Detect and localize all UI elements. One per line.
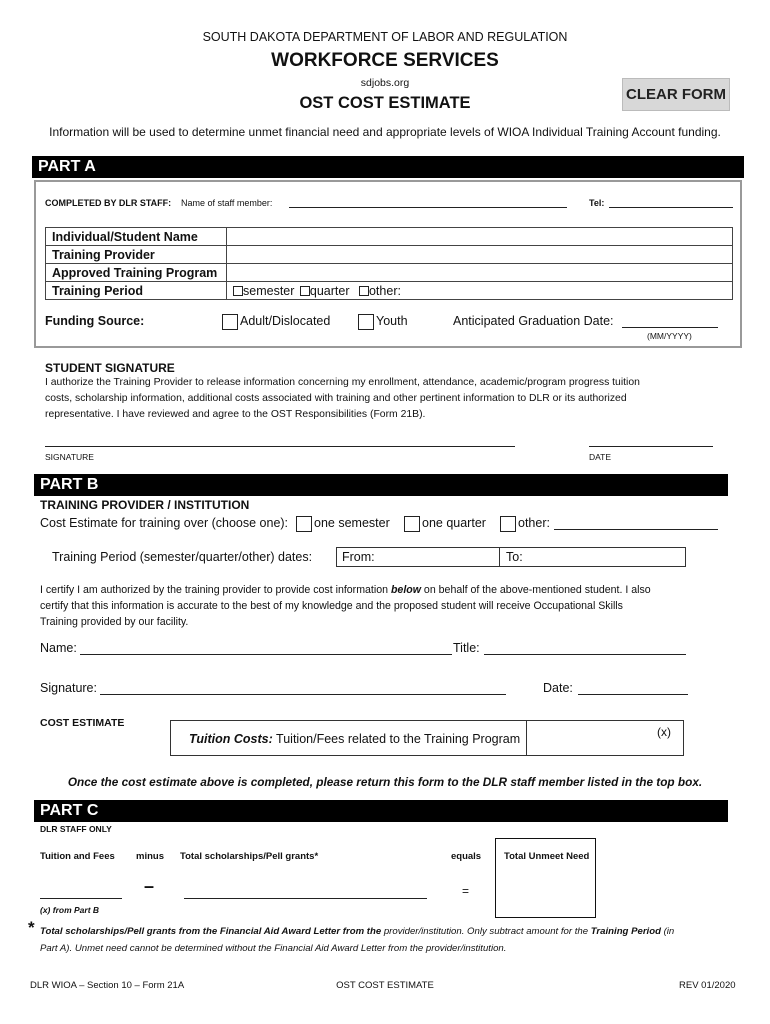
certify-line-2: certify that this information is accurate to the best of my knowledge and the proposed student will receive Occupational Skills	[40, 600, 623, 612]
name-label: Name:	[40, 641, 77, 655]
dlr-staff-only-label: DLR STAFF ONLY	[40, 824, 112, 834]
scholarship-note-line-1	[40, 926, 674, 937]
scholarship-note-line-2: Part A). Unmet need cannot be determined without the Financial Aid Award Letter from the provider/institution.	[40, 943, 507, 954]
youth-checkbox[interactable]	[358, 314, 374, 330]
tel-field[interactable]	[609, 207, 733, 208]
staff-name-field[interactable]	[289, 207, 567, 208]
one-semester-checkbox[interactable]	[296, 516, 312, 532]
one-quarter-label: one quarter	[422, 516, 486, 530]
staff-name-label: Name of staff member:	[181, 198, 273, 208]
tuition-costs-amount-field[interactable]	[526, 720, 684, 756]
certify-line-3: Training provided by our facility.	[40, 616, 189, 628]
semester-label: semester	[243, 283, 295, 298]
adult-dislocated-checkbox[interactable]	[222, 314, 238, 330]
provider-name-field[interactable]	[80, 654, 452, 655]
tuition-costs-description: Tuition/Fees related to the Training Program	[272, 732, 521, 746]
other-period-label: other:	[368, 283, 401, 298]
note-regular-part: provider/institution. Only subtract amount for the	[381, 926, 591, 937]
authorization-line-1: I authorize the Training Provider to release information concerning my enrollment, attendance, academic/program progress tuition	[45, 377, 640, 388]
total-unmet-need-label: Total Unmeet Need	[504, 851, 590, 862]
from-date-field[interactable]	[336, 547, 500, 567]
student-date-field[interactable]	[589, 446, 713, 447]
authorization-line-2: costs, scholarship information, additional costs associated with training and other pertinent information to DLR or its authorized	[45, 393, 627, 404]
other-cost-checkbox[interactable]	[500, 516, 516, 532]
tuition-fees-field[interactable]	[40, 898, 122, 899]
table-row	[46, 264, 733, 282]
clear-form-button[interactable]: CLEAR FORM	[622, 78, 730, 111]
student-name-field[interactable]	[227, 228, 733, 246]
training-period-dates-label: Training Period (semester/quarter/other) dates:	[52, 550, 313, 564]
provider-date-label: Date:	[543, 681, 573, 695]
x-marker: (x)	[657, 725, 671, 739]
adult-dislocated-label: Adult/Dislocated	[240, 314, 331, 328]
other-period-checkbox[interactable]	[359, 286, 369, 296]
table-row	[46, 228, 733, 246]
footer-title: OST COST ESTIMATE	[336, 980, 434, 991]
other-cost-label: other:	[518, 516, 550, 530]
one-semester-label: one semester	[314, 516, 390, 530]
note-bold-part: Total scholarships/Pell grants from the Financial Aid Award Letter from the	[40, 926, 382, 937]
certify-line-1-end: on behalf of the above-mentioned student. I also	[420, 584, 651, 596]
quarter-checkbox[interactable]	[300, 286, 310, 296]
minus-sign: –	[144, 876, 155, 896]
total-unmet-need-field[interactable]	[495, 838, 596, 918]
website: sdjobs.org	[360, 77, 410, 89]
title-label: Title:	[453, 641, 480, 655]
training-program-field[interactable]	[227, 264, 733, 282]
graduation-date-format: (MM/YYYY)	[647, 331, 692, 341]
quarter-label: quarter	[309, 283, 350, 298]
signature-caption: SIGNATURE	[45, 452, 94, 462]
certify-line-1-start: I certify I am authorized by the training provider to provide cost information	[40, 584, 391, 596]
row-label-training-program: Approved Training Program	[46, 264, 227, 282]
cost-estimate-over-label: Cost Estimate for training over (choose one):	[40, 516, 289, 530]
return-note: Once the cost estimate above is completed, please return this form to the DLR staff member listed in the top box.	[67, 775, 703, 789]
form-title: OST COST ESTIMATE	[299, 94, 471, 112]
from-part-b-note: (x) from Part B	[40, 905, 100, 915]
training-provider-field[interactable]	[227, 246, 733, 264]
semester-checkbox[interactable]	[233, 286, 243, 296]
training-period-options	[227, 282, 733, 300]
table-row	[46, 282, 733, 300]
department-name: SOUTH DAKOTA DEPARTMENT OF LABOR AND REGULATION	[202, 30, 568, 44]
asterisk: *	[28, 918, 35, 937]
equals-sign: =	[462, 884, 470, 898]
other-cost-field[interactable]	[554, 529, 718, 530]
graduation-date-field[interactable]	[622, 327, 718, 328]
footer-revision: REV 01/2020	[679, 980, 736, 991]
provider-signature-field[interactable]	[100, 694, 506, 695]
provider-signature-label: Signature:	[40, 681, 97, 695]
intro-text: Information will be used to determine unmet financial need and appropriate levels of WIOA Individual Training Account funding.	[49, 125, 721, 139]
certify-emphasis: below	[390, 584, 421, 596]
funding-source-label: Funding Source:	[45, 314, 145, 328]
provider-date-field[interactable]	[578, 694, 688, 695]
row-label-student-name: Individual/Student Name	[46, 228, 227, 246]
completed-by-label: COMPLETED BY DLR STAFF:	[45, 198, 172, 208]
table-row	[46, 246, 733, 264]
student-signature-field[interactable]	[45, 446, 515, 447]
page-title: WORKFORCE SERVICES	[271, 50, 499, 71]
to-date-field[interactable]	[499, 547, 686, 567]
tel-label: Tel:	[589, 198, 605, 208]
tuition-costs-text	[189, 732, 520, 746]
minus-label: minus	[136, 851, 164, 862]
note-end-part: (in	[660, 926, 675, 937]
authorization-line-3: representative. I have reviewed and agree to the OST Responsibilities (Form 21B).	[45, 409, 426, 420]
part-a-header: PART A	[32, 156, 744, 178]
footer-form-id: DLR WIOA – Section 10 – Form 21A	[30, 980, 185, 991]
student-info-table	[45, 227, 733, 300]
scholarships-field[interactable]	[184, 898, 427, 899]
training-provider-heading: TRAINING PROVIDER / INSTITUTION	[40, 498, 250, 512]
to-label: To:	[506, 550, 523, 564]
tuition-costs-bold: Tuition Costs:	[189, 732, 273, 746]
graduation-date-label: Anticipated Graduation Date:	[453, 314, 614, 328]
part-c-header: PART C	[34, 800, 728, 822]
date-caption: DATE	[589, 452, 612, 462]
row-label-training-provider: Training Provider	[46, 246, 227, 264]
scholarships-label: Total scholarships/Pell grants*	[180, 851, 319, 862]
student-signature-heading: STUDENT SIGNATURE	[45, 361, 175, 375]
one-quarter-checkbox[interactable]	[404, 516, 420, 532]
from-label: From:	[342, 550, 375, 564]
part-b-header: PART B	[34, 474, 728, 496]
equals-label: equals	[451, 851, 482, 862]
row-label-training-period: Training Period	[46, 282, 227, 300]
note-training-period: Training Period	[590, 926, 661, 937]
youth-label: Youth	[376, 314, 408, 328]
tuition-fees-label: Tuition and Fees	[40, 851, 115, 862]
provider-title-field[interactable]	[484, 654, 686, 655]
certify-line-1	[40, 584, 651, 596]
tuition-costs-label-box	[170, 720, 527, 756]
cost-estimate-heading: COST ESTIMATE	[40, 717, 125, 729]
